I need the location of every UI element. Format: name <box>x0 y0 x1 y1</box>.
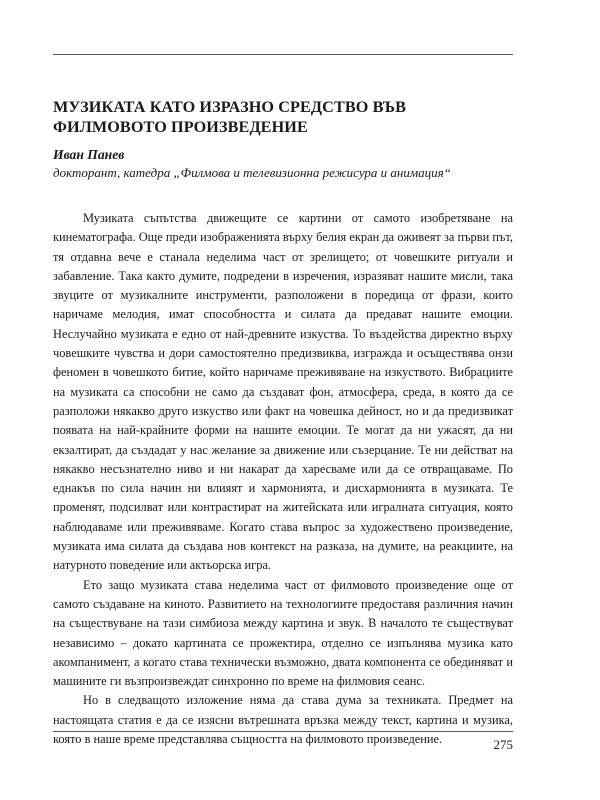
body-paragraph: Ето защо музиката става неделима част от филмовото произведение още от самото създаване на киното. Развитието на технологиите предоставя различния начин на съществуване на тази симбиоза между картина и звук. В началото те съществуват независимо – докато картината се прожектира, отделно се изпълнява музика като акомпанимент, а когато става технически възможно, двата компонента се обединяват и машините ги възпроизвеждат синхронно по време на филмовия сеанс. <box>53 577 513 689</box>
author-name: Иван Панев <box>53 147 125 162</box>
body-paragraph: Музиката съпътства движещите се картини от самото изобретяване на кинематографа. Още преди изображенията върху белия екран да оживеят за първи път, тя отдавна вече е станала неделима част от зрелището; от човешките ритуали и забавление. Така както думите, подредени в изречения, изразяват нашите мисли, така звуците от музикалните инструменти, разположени в поредица от фрази, които наричаме мелодия, имат способността и силата да предават нашите емоции. Неслучайно музиката е едно от най-древните изкуства. То въздейства директно върху човешките чувства и дори самостоятелно предизвиква, изгражда и осъществява онзи феномен в човешкото битие, който наричаме преживяване на изкуството. Вибрациите на музиката са способни не само да създават фон, атмосфера, среда, в която да се разположи някакво друго изкуство или факт на човешка дейност, но и да предизвикат появата на най-крайните форми на нашите емоции. Те могат да ни ужасят, да ни екзалтират, да създадат у нас желание за движение или съзерцание. Те ни действат на някакво несъзнателно ниво и ни накарат да харесваме или да се отвращаваме. По еднакъв по сила начин ни влияят и хармонията, и дисхармонията в музиката. Те променят, подсилват или контрастират на житейската или игралната ситуация, която наблюдаваме или преживяваме. Когато става въпрос за художествено произведение, музиката има силата да създава нов контекст на разказа, на думите, на реакциите, на натурното поведение или актьорска игра. <box>53 211 513 573</box>
body-paragraph: Но в следващото изложение няма да става дума за техниката. Предмет на настоящата статия е да се изясни вътрешната връзка между текст, картина и музика, която в наше време представлява същността на филмовото произведение. <box>53 693 513 747</box>
footer-rule <box>53 731 513 732</box>
page-number: 275 <box>493 737 513 752</box>
author-affiliation: докторант, катедра „Филмова и телевизионна режисура и анимация“ <box>53 165 451 180</box>
header-rule <box>53 54 513 55</box>
article-title: МУЗИКАТА КАТО ИЗРАЗНО СРЕДСТВО ВЪВ ФИЛМОВОТО ПРОИЗВЕДЕНИЕ <box>53 98 406 136</box>
article-body <box>53 209 513 749</box>
